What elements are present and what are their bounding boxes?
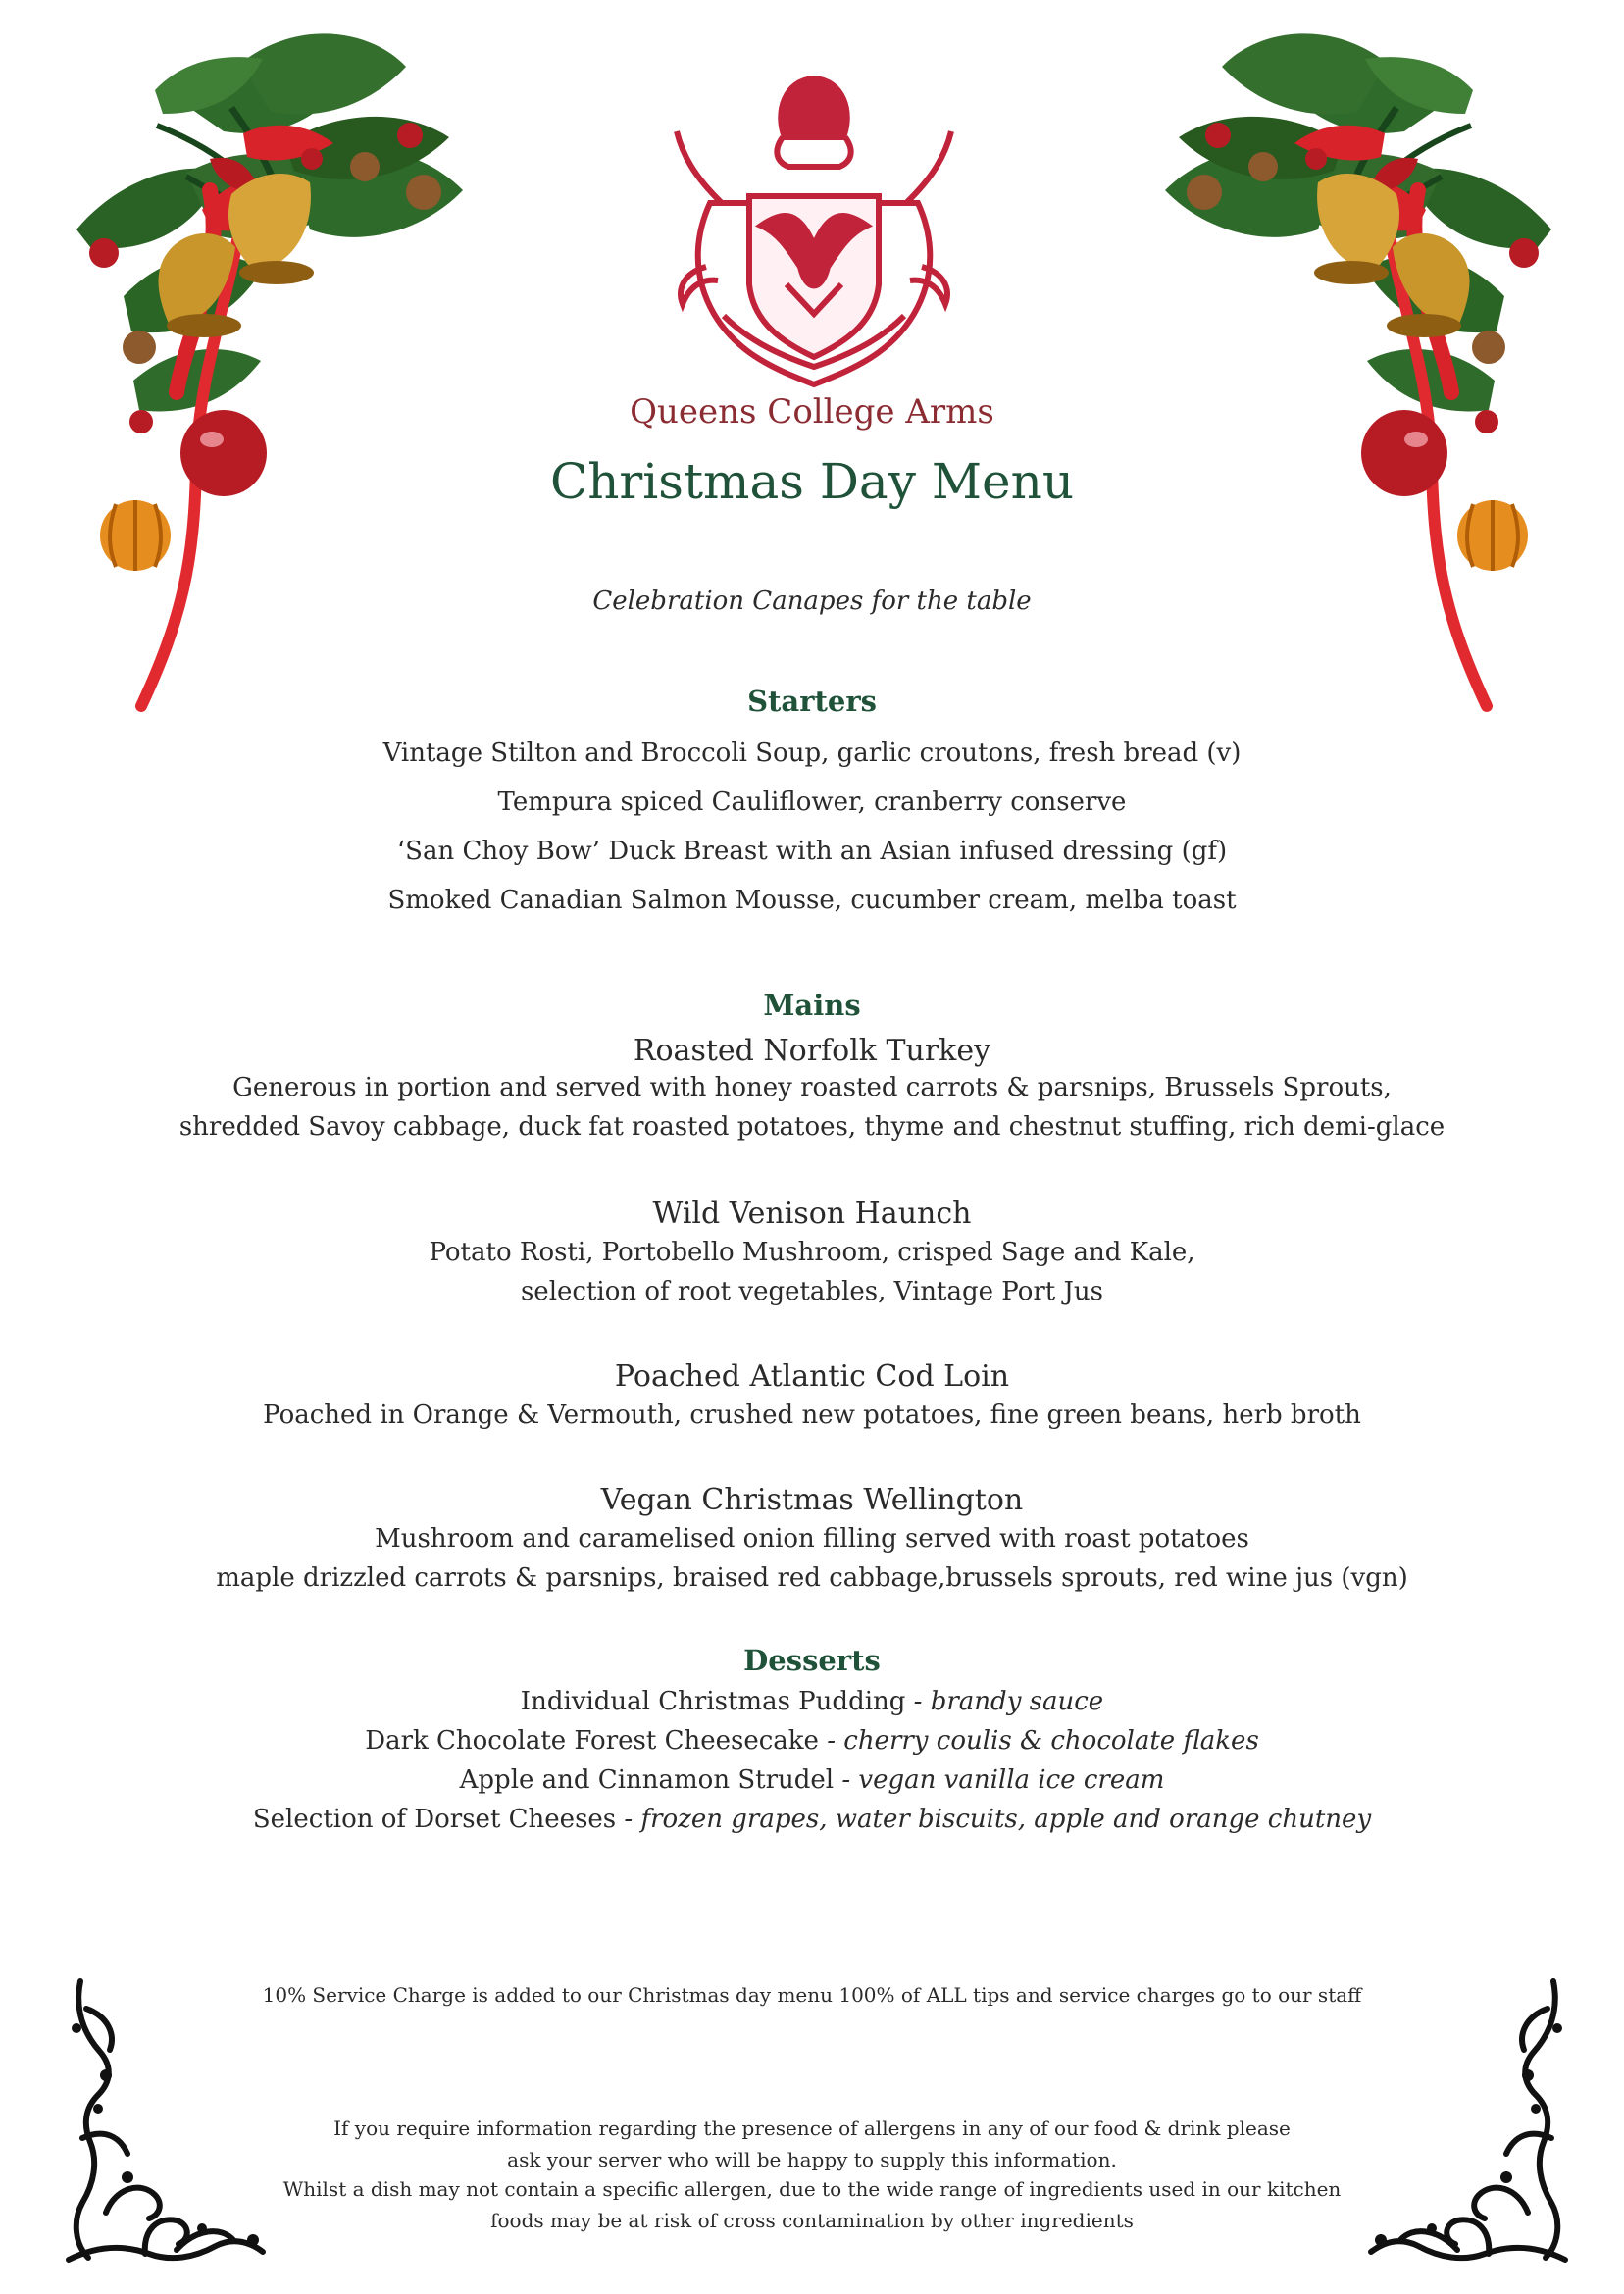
main-dish-description: shredded Savoy cabbage, duck fat roasted potatoes, thyme and chestnut stuffing, rich demi-glace — [178, 1112, 1446, 1142]
dessert-name: Apple and Cinnamon Strudel — [459, 1765, 835, 1795]
main-dish-name: Roasted Norfolk Turkey — [633, 1034, 991, 1068]
service-charge-note: 10% Service Charge is added to our Christmas day menu 100% of ALL tips and service charges go to our staff — [262, 1983, 1362, 2007]
bottom-right-flourish-icon — [1359, 1971, 1575, 2266]
dessert-item — [0, 1726, 1624, 1756]
allergen-note-line: Whilst a dish may not contain a specific allergen, due to the wide range of ingredients used in our kitchen — [282, 2177, 1342, 2201]
allergen-note-line: If you require information regarding the presence of allergens in any of our food & drink please — [333, 2116, 1291, 2140]
dessert-item — [0, 1765, 1624, 1795]
bottom-left-flourish-icon — [59, 1971, 275, 2266]
dessert-accompaniment: - brandy sauce — [905, 1687, 1104, 1716]
starter-item: Smoked Canadian Salmon Mousse, cucumber cream, melba toast — [387, 886, 1237, 915]
starters-heading: Starters — [747, 685, 877, 718]
main-dish-description: selection of root vegetables, Vintage Port Jus — [520, 1277, 1104, 1306]
starter-item: Tempura spiced Cauliflower, cranberry conserve — [497, 788, 1127, 817]
main-dish-description: Mushroom and caramelised onion filling served with roast potatoes — [375, 1524, 1249, 1554]
coat-of-arms-crest — [667, 61, 961, 394]
dessert-item — [0, 1687, 1624, 1716]
main-dish-description: Generous in portion and served with honey roasted carrots & parsnips, Brussels Sprouts, — [232, 1073, 1392, 1102]
dessert-item — [0, 1805, 1624, 1834]
dessert-accompaniment: - frozen grapes, water biscuits, apple and orange chutney — [616, 1805, 1372, 1834]
main-dish-description: Potato Rosti, Portobello Mushroom, crisped Sage and Kale, — [429, 1238, 1195, 1267]
mains-heading: Mains — [763, 989, 861, 1022]
dessert-name: Selection of Dorset Cheeses — [252, 1805, 617, 1834]
allergen-note-line: ask your server who will be happy to supply this information. — [507, 2148, 1117, 2171]
holly-bells-ribbon-decoration-left — [39, 20, 569, 726]
dessert-accompaniment: - cherry coulis & chocolate flakes — [818, 1726, 1259, 1756]
dessert-name: Dark Chocolate Forest Cheesecake — [365, 1726, 819, 1756]
main-dish-name: Wild Venison Haunch — [652, 1197, 972, 1231]
allergen-note-line: foods may be at risk of cross contamination by other ingredients — [490, 2209, 1134, 2232]
dessert-accompaniment: - vegan vanilla ice cream — [834, 1765, 1165, 1795]
intro-text: Celebration Canapes for the table — [592, 586, 1032, 616]
holly-bells-ribbon-decoration-right — [1059, 20, 1589, 726]
desserts-heading: Desserts — [743, 1644, 881, 1677]
starter-item: Vintage Stilton and Broccoli Soup, garlic croutons, fresh bread (v) — [382, 739, 1242, 768]
dessert-name: Individual Christmas Pudding — [520, 1687, 906, 1716]
menu-title: Christmas Day Menu — [549, 453, 1075, 510]
main-dish-name: Poached Atlantic Cod Loin — [614, 1359, 1010, 1394]
main-dish-description: Poached in Orange & Vermouth, crushed new potatoes, fine green beans, herb broth — [263, 1401, 1361, 1430]
main-dish-name: Vegan Christmas Wellington — [600, 1483, 1024, 1517]
main-dish-description: maple drizzled carrots & parsnips, braised red cabbage,brussels sprouts, red wine jus (vgn) — [216, 1563, 1408, 1593]
venue-name: Queens College Arms — [630, 392, 994, 432]
starter-item: ‘San Choy Bow’ Duck Breast with an Asian infused dressing (gf) — [396, 837, 1228, 866]
